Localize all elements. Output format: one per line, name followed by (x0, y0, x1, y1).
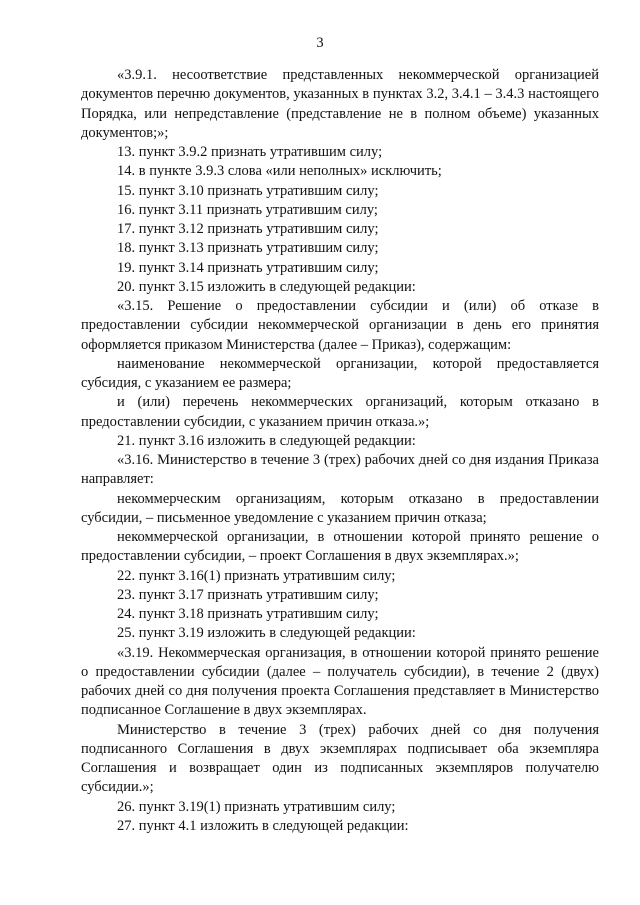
paragraph-item-22: 22. пункт 3.16(1) признать утратившим силу; (117, 567, 396, 584)
paragraph-3-19: «3.19. Некоммерческая организация, в отношении которой принято решение о предоставлении субсидии (далее – получатель субсидии), в течение 2 (двух) рабочих дней со дня получения проекта Соглашения представляет в Министерство подписанное Соглашение в двух экземплярах. (81, 644, 599, 719)
paragraph-item-18: 18. пункт 3.13 признать утратившим силу; (117, 240, 379, 257)
paragraph-item-24: 24. пункт 3.18 признать утратившим силу; (117, 606, 379, 622)
paragraph-item-14: 14. в пункте 3.9.3 слова «или неполных» исключить; (117, 163, 442, 180)
paragraph-3-9-1: «3.9.1. несоответствие представленных некоммерческой организацией документов перечню документов, указанных в пунктах 3.2, 3.4.1 – 3.4.3 настоящего Порядка, или непредставление (представление не в полном объеме) указанных документов;»; (81, 67, 599, 141)
paragraph-3-15-refusal: и (или) перечень некоммерческих организаций, которым отказано в предоставлении субсидии, с указанием причин отказа.»; (81, 394, 599, 430)
paragraph-3-16-approved: некоммерческой организации, в отношении которой принято решение о предоставлении субсидии, – проект Соглашения в двух экземплярах.»; (81, 529, 599, 565)
paragraph-item-16: 16. пункт 3.11 признать утратившим силу; (117, 201, 378, 218)
paragraph-item-20: 20. пункт 3.15 изложить в следующей редакции: (117, 278, 416, 295)
paragraph-item-13: 13. пункт 3.9.2 признать утратившим силу; (117, 144, 383, 160)
paragraph-3-16: «3.16. Министерство в течение 3 (трех) рабочих дней со дня издания Приказа направляет: (81, 452, 599, 488)
paragraph-item-25: 25. пункт 3.19 изложить в следующей редакции: (117, 625, 416, 642)
paragraph-item-19: 19. пункт 3.14 признать утратившим силу; (117, 259, 379, 276)
paragraph-item-26: 26. пункт 3.19(1) признать утратившим силу; (117, 798, 396, 815)
paragraph-item-21: 21. пункт 3.16 изложить в следующей редакции: (117, 432, 416, 449)
paragraph-item-17: 17. пункт 3.12 признать утратившим силу; (117, 221, 379, 237)
page-number: 3 (316, 35, 324, 51)
paragraph-3-15: «3.15. Решение о предоставлении субсидии и (или) об отказе в предоставлении субсидии некоммерческой организации в день его принятия оформляется приказом Министерства (далее – Приказ), содержащим: (81, 298, 599, 353)
paragraph-3-15-recipient: наименование некоммерческой организации, которой предоставляется субсидия, с указанием ее размера; (81, 355, 599, 391)
paragraph-3-16-refused: некоммерческим организациям, которым отказано в предоставлении субсидии, – письменное уведомление с указанием причин отказа; (81, 490, 599, 526)
paragraph-item-23: 23. пункт 3.17 признать утратившим силу; (117, 586, 379, 603)
paragraph-item-15: 15. пункт 3.10 признать утратившим силу; (117, 182, 379, 199)
paragraph-3-19-ministry: Министерство в течение 3 (трех) рабочих дней со дня получения подписанного Соглашения в двух экземплярах подписывает оба экземпляра Соглашения и возвращает один из подписанных экземпляров получателю субсидии.»; (81, 721, 599, 796)
document-body (81, 66, 599, 836)
paragraph-item-27: 27. пункт 4.1 изложить в следующей редакции: (117, 817, 409, 834)
